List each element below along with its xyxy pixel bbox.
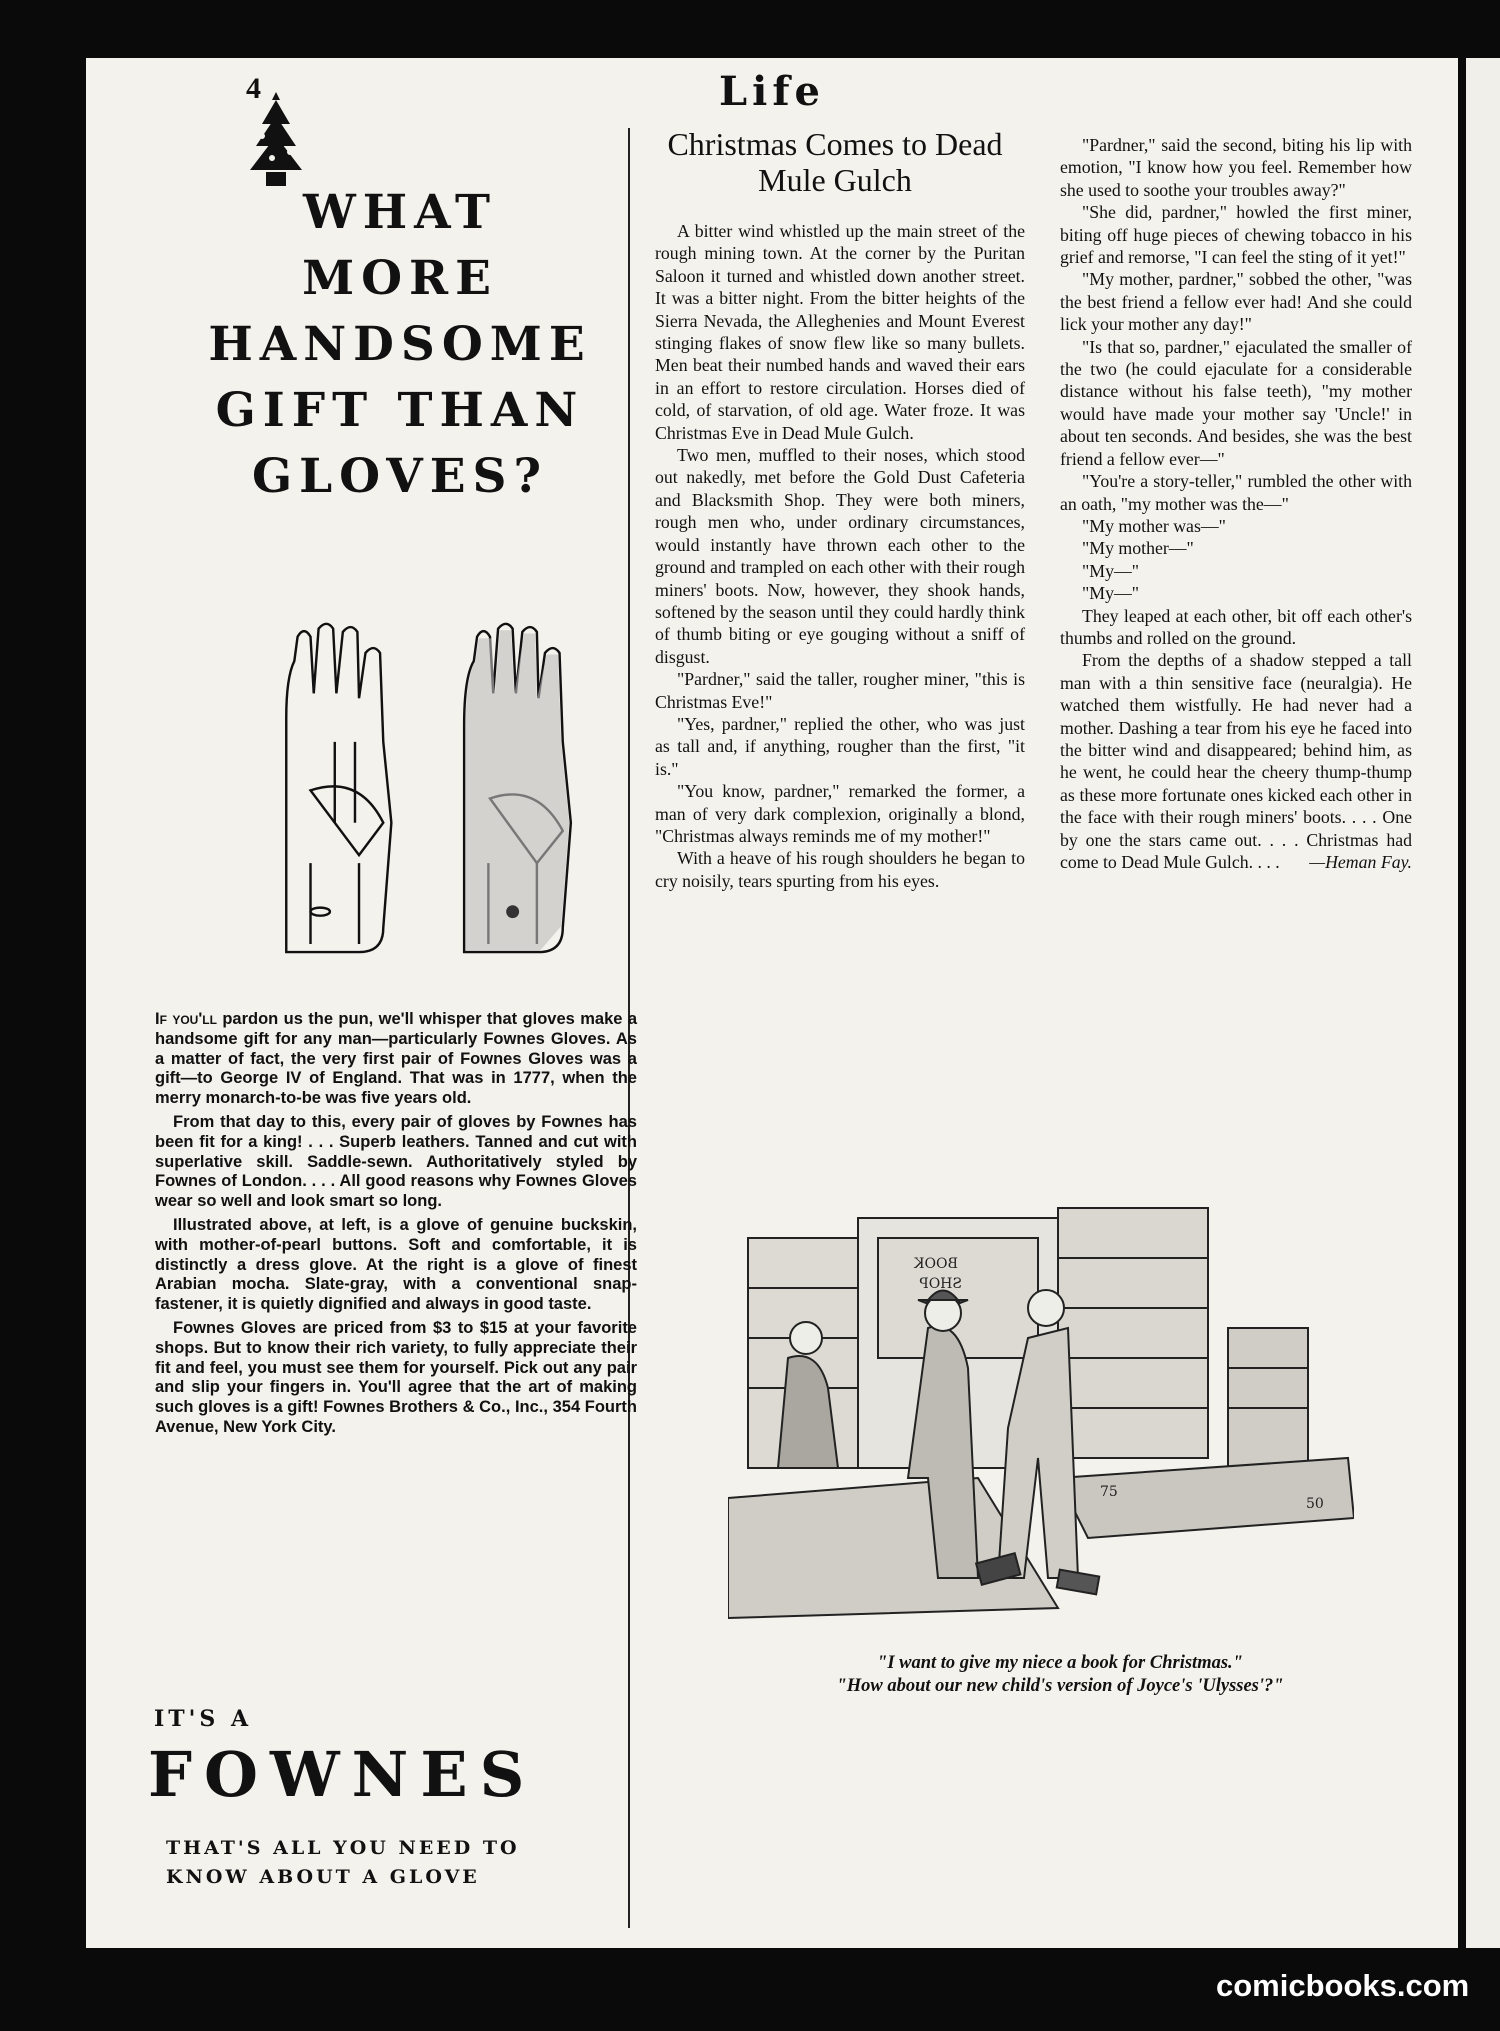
story-paragraph: "You know, pardner," remarked the former, a man of very dark complexion, originally a blond, "Christmas always reminds me of my mother!" <box>655 781 1025 846</box>
story-column-2 <box>1060 134 1412 873</box>
story-paragraph: They leaped at each other, bit off each other's thumbs and rolled on the ground. <box>1060 605 1412 648</box>
ad-paragraph: Illustrated above, at left, is a glove of genuine buckskin, with mother-of-pearl buttons. Soft and comfortable, it is distinctly a dress glove. At the right is a glove of finest Arabian mocha. Slate-gray, with a conventional snap-fastener, it is quietly dignified and always in good taste. <box>155 1215 637 1314</box>
shop-sign-book: BOOK <box>914 1256 958 1272</box>
ad-its-a: IT'S A <box>154 1706 253 1732</box>
masthead: Life <box>719 68 825 115</box>
story-paragraph: A bitter wind whistled up the main street of the rough mining town. At the corner by the Puritan Saloon it turned and whistled down another street. It was a bitter night. From the bitter heights of the Sierra Nevada, the Alleghenies and Mount Everest stinging flakes of snow flew like so many bullets. Men beat their numbed hands and waved their ears in an effort to restore circulation. Horses died of cold, of starvation, of old age. Water froze. It was Christmas Eve in Dead Mule Gulch. <box>655 221 1025 443</box>
headline-line: GLOVES? <box>251 449 549 504</box>
shop-sign-shop: SHOP <box>919 1276 962 1292</box>
story-paragraph: "My—" <box>1082 583 1139 604</box>
ad-paragraph <box>155 1010 637 1109</box>
page-number: 4 <box>246 72 261 105</box>
ad-paragraph-text: pardon us the pun, we'll whisper that gloves make a handsome gift for any man—particularly Fownes Gloves. As a matter of fact, the very first pair of Fownes Gloves was a gift—to George IV of England. That was in 1777, when the merry monarch-to-be was five years old. <box>155 1010 637 1108</box>
site-watermark: comicbooks.com <box>1216 1968 1470 2003</box>
ad-headline <box>150 180 650 510</box>
adjacent-page-edge <box>1466 58 1500 1948</box>
headline-line: WHAT <box>302 185 498 240</box>
story-paragraph: "Pardner," said the taller, rougher miner, "this is Christmas Eve!" <box>655 669 1025 712</box>
caption-line: "I want to give my niece a book for Christmas." <box>877 1653 1243 1673</box>
story-paragraph: With a heave of his rough shoulders he began to cry noisily, tears spurting from his eyes. <box>655 848 1025 891</box>
ad-paragraph: Fownes Gloves are priced from $3 to $15 at your favorite shops. But to know their rich variety, to fully appreciate their fit and feel, you must see them for yourself. Pick out any pair and slip your fingers in. You'll agree that the art of making such gloves is a gift! Fownes Brothers & Co., Inc., 354 Fourth Avenue, New York City. <box>155 1318 637 1436</box>
story-title: Christmas Comes to Dead Mule Gulch <box>667 126 1003 198</box>
story-paragraph: Two men, muffled to their noses, which stood out nakedly, met before the Gold Dust Cafeteria and Blacksmith Shop. They were both miners, rough men who, under ordinary circumstances, would instantly have thrown each other to the ground and trampled on each other with their rough miners' boots. Now, however, they shook hands, softened by the season until they could hardly think of thumb biting or eye gouging without a sniff of disgust. <box>655 445 1025 667</box>
ad-tagline <box>166 1834 636 1892</box>
headline-line: HANDSOME <box>208 317 592 372</box>
gloves-illustration <box>262 604 642 980</box>
caption-line: "How about our new child's version of Joyce's 'Ulysses'?" <box>836 1676 1284 1696</box>
story-paragraph <box>1060 649 1412 873</box>
tagline-line: KNOW ABOUT A GLOVE <box>166 1866 480 1888</box>
ad-lead-in: If you'll <box>155 1010 217 1028</box>
cartoon-caption <box>740 1652 1380 1698</box>
story-column-1 <box>655 220 1025 892</box>
story-paragraph: "Yes, pardner," replied the other, who was just as tall and, if anything, rougher than the first, "it is." <box>655 713 1025 779</box>
headline-line: GIFT THAN <box>215 383 585 438</box>
story-paragraph: "My mother was—" <box>1082 515 1226 536</box>
story-paragraph: "You're a story-teller," rumbled the other with an oath, "my mother was the—" <box>1060 471 1412 514</box>
price-card-75: 75 <box>1100 1484 1118 1500</box>
story-paragraph: "Is that so, pardner," ejaculated the smaller of the two (he could ejaculate for a considerable distance without his false teeth), "my mother would have made your mother say 'Uncle!' in about ten seconds. And besides, she was the best friend a fellow ever—" <box>1060 336 1412 469</box>
story-paragraph: "My mother, pardner," sobbed the other, "was the best friend a fellow ever had! And she could lick your mother any day!" <box>1060 269 1412 335</box>
brand-logo-text: FOWNES <box>148 1738 537 1811</box>
ad-body-copy <box>155 1010 637 1442</box>
tagline-line: THAT'S ALL YOU NEED TO <box>166 1837 520 1859</box>
story-paragraph: "She did, pardner," howled the first miner, biting off huge pieces of chewing tobacco in his grief and remorse, "I can feel the sting of it yet!" <box>1060 202 1412 268</box>
story-paragraph: "My—" <box>1082 560 1139 581</box>
story-signature: —Heman Fay. <box>1309 852 1412 872</box>
story-paragraph: "Pardner," said the second, biting his lip with emotion, "I know how you feel. Remember how she used to soothe your troubles away?" <box>1060 135 1412 200</box>
story-paragraph-text: From the depths of a shadow stepped a tall man with a thin sensitive face (neuralgia). He watched them wistfully. He had never had a mother. Dashing a tear from his eye he faced into the bitter wind and disappeared; behind him, as he went, he could hear the cheery thump-thump as these more fortunate ones kicked each other in the face with their rough miners' boots. . . . One by one the stars came out. . . . Christmas had come to Dead Mule Gulch. . . . <box>1060 650 1412 872</box>
story-paragraph: "My mother—" <box>1082 538 1194 559</box>
ad-paragraph: From that day to this, every pair of gloves by Fownes has been fit for a king! . . . Superb leathers. Tanned and cut with superlative skill. Saddle-sewn. Authoritatively styled by Fownes of London. . . . All good reasons why Fownes Gloves wear so well and look smart so long. <box>155 1112 637 1211</box>
price-card-50: 50 <box>1306 1496 1324 1512</box>
headline-line: MORE <box>302 251 498 306</box>
bookshop-cartoon <box>728 1178 1354 1636</box>
